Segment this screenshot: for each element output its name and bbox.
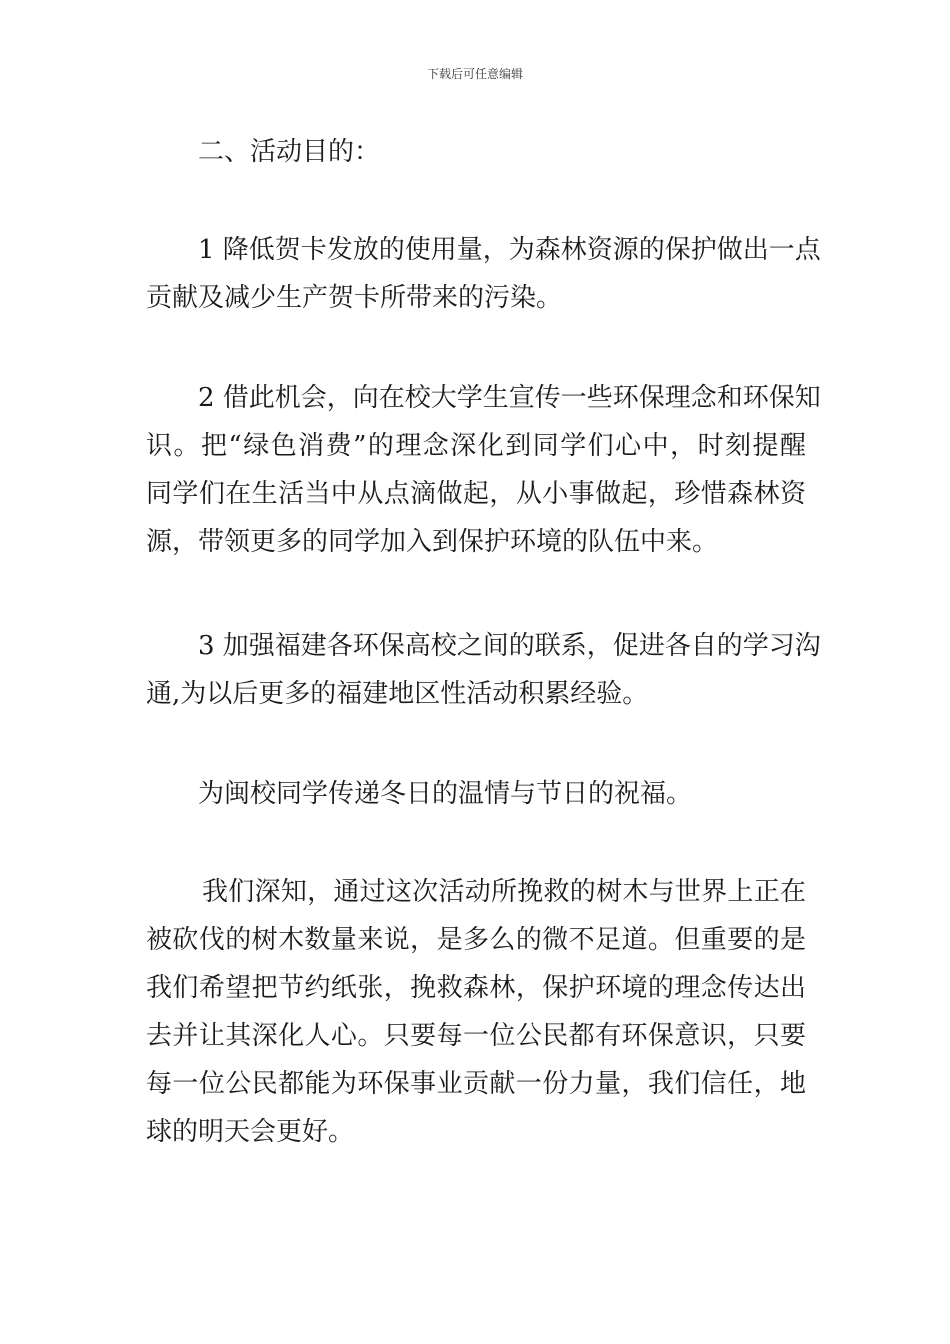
page-header: 下载后可任意编辑: [426, 67, 523, 81]
paragraph-line: 球的明天会更好。: [146, 1117, 355, 1147]
paragraph-line: 2 借此机会，向在校大学生宣传一些环保理念和环保知: [198, 383, 821, 413]
paragraph-line: 通,为以后更多的福建地区性活动积累经验。: [146, 679, 649, 709]
paragraph-line: 1 降低贺卡发放的使用量，为森林资源的保护做出一点: [198, 235, 821, 265]
paragraph-line: 我们希望把节约纸张，挽救森林，保护环境的理念传达出: [146, 973, 806, 1003]
paragraph-4: [146, 770, 806, 818]
paragraph-line: 3 加强福建各环保高校之间的联系，促进各自的学习沟: [198, 631, 821, 661]
paragraph-line: 去并让其深化人心。只要每一位公民都有环保意识，只要: [146, 1021, 806, 1051]
section-heading-text: 二、活动目的：: [198, 137, 381, 167]
paragraph-3: [146, 622, 821, 718]
paragraph-5: [146, 868, 806, 1156]
paragraph-1: [146, 226, 821, 322]
paragraph-line: 每一位公民都能为环保事业贡献一份力量，我们信任，地: [146, 1069, 806, 1099]
paragraph-line: 源，带领更多的同学加入到保护环境的队伍中来。: [146, 527, 719, 557]
paragraph-line: 识。把“绿色消费”的理念深化到同学们心中，时刻提醒: [146, 431, 806, 461]
paragraph-line: 贡献及减少生产贺卡所带来的污染。: [146, 283, 563, 313]
section-heading: [146, 128, 806, 176]
paragraph-line: 同学们在生活当中从点滴做起，从小事做起，珍惜森林资: [146, 479, 806, 509]
paragraph-line: 我们深知，通过这次活动所挽救的树木与世界上正在: [202, 877, 806, 907]
paragraph-line: 被砍伐的树木数量来说，是多么的微不足道。但重要的是: [146, 925, 806, 955]
paragraph-2: [146, 374, 821, 566]
paragraph-line: 为闽校同学传递冬日的温情与节日的祝福。: [198, 779, 693, 809]
